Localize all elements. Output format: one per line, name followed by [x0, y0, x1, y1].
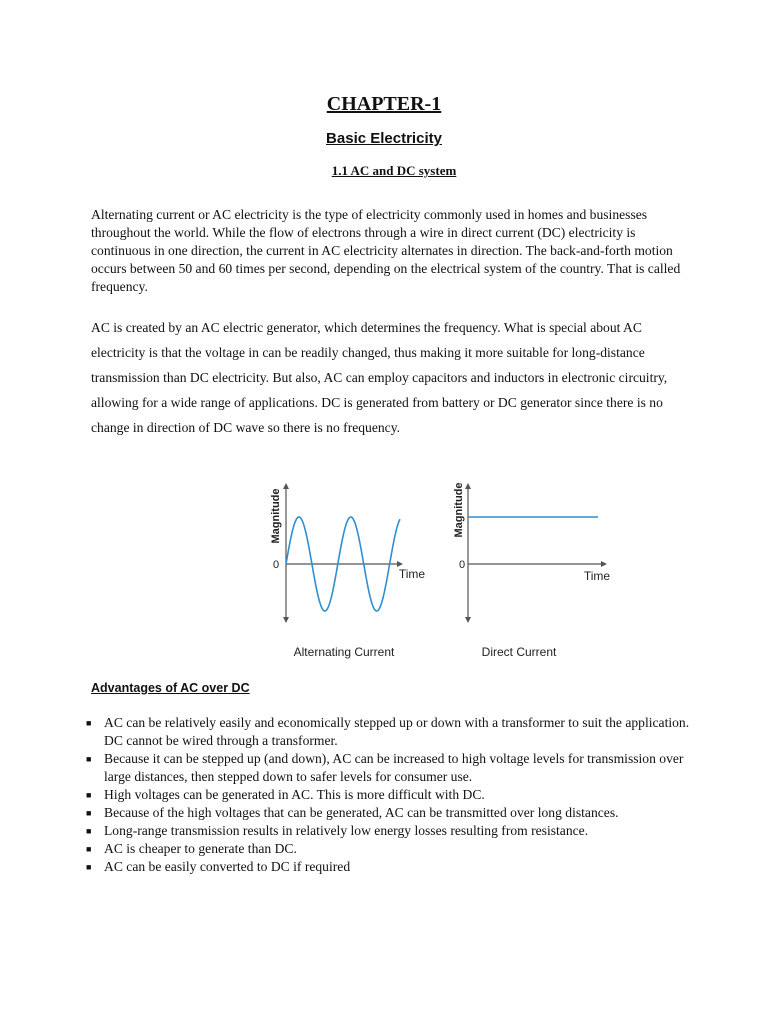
list-item-text: AC can be easily converted to DC if required — [104, 859, 351, 874]
list-item-text: AC is cheaper to generate than DC. — [104, 841, 297, 856]
dc-y-axis-label: Magnitude — [453, 482, 465, 538]
list-item — [86, 804, 696, 822]
list-item-text: High voltages can be generated in AC. This is more difficult with DC. — [104, 787, 485, 802]
section-title: 1.1 AC and DC system — [331, 163, 457, 178]
list-item-text: Because it can be stepped up (and down), AC can be increased to high voltage levels for transmission over large distances, then stepped down to safer levels for consumer use. — [104, 751, 684, 784]
chapter-title: CHAPTER-1 — [326, 93, 442, 115]
dc-origin-label: 0 — [458, 559, 466, 571]
bullet-icon: ■ — [86, 718, 92, 728]
dc-caption: Direct Current — [481, 645, 557, 659]
dc-x-axis-label: Time — [583, 569, 610, 583]
list-item — [86, 840, 696, 858]
list-item — [86, 858, 696, 876]
paragraph-ac-intro: Alternating current or AC electricity is the type of electricity commonly used in homes and businesses throughout the world. While the flow of electrons through a wire in direct current (DC) electricity is continuous in one direction, the current in AC electricity alternates in direction. The back-and-forth motion occurs between 50 and 60 times per second, depending on the electrical system of the country. That is called frequency. — [91, 207, 681, 294]
ac-caption: Alternating Current — [293, 645, 395, 659]
ac-origin-label: 0 — [272, 559, 280, 571]
bullet-icon: ■ — [86, 754, 92, 764]
list-item — [86, 714, 696, 750]
list-item — [86, 750, 696, 786]
paragraph-ac-generator: AC is created by an AC electric generator, which determines the frequency. What is special about AC electricity is that the voltage in can be readily changed, thus making it more suitable for long-distance transmission than DC electricity. But also, AC can employ capacitors and inductors in electronic circuitry, allowing for a wide range of applications. DC is generated from battery or DC generator since there is no change in direction of DC wave so there is no frequency. — [91, 320, 668, 435]
ac-x-axis-label: Time — [398, 567, 426, 581]
list-item-text: AC can be relatively easily and economically stepped up or down with a transformer to suit the application. DC cannot be wired through a transformer. — [104, 715, 690, 748]
ac-y-axis-label: Magnitude — [270, 488, 282, 544]
chapter-subtitle: Basic Electricity — [326, 130, 442, 147]
list-item-text: Because of the high voltages that can be generated, AC can be transmitted over long distances. — [104, 805, 619, 820]
bullet-icon: ■ — [86, 808, 92, 818]
list-item — [86, 786, 696, 804]
bullet-icon: ■ — [86, 862, 92, 872]
list-item — [86, 822, 696, 840]
bullet-icon: ■ — [86, 826, 92, 836]
bullet-icon: ■ — [86, 790, 92, 800]
bullet-icon: ■ — [86, 844, 92, 854]
advantages-heading: Advantages of AC over DC — [91, 681, 250, 695]
list-item-text: Long-range transmission results in relatively low energy losses resulting from resistance. — [104, 823, 589, 838]
ac-dc-waveform-figure — [258, 468, 610, 660]
advantages-list — [86, 714, 696, 876]
waveform-svg — [258, 468, 610, 660]
